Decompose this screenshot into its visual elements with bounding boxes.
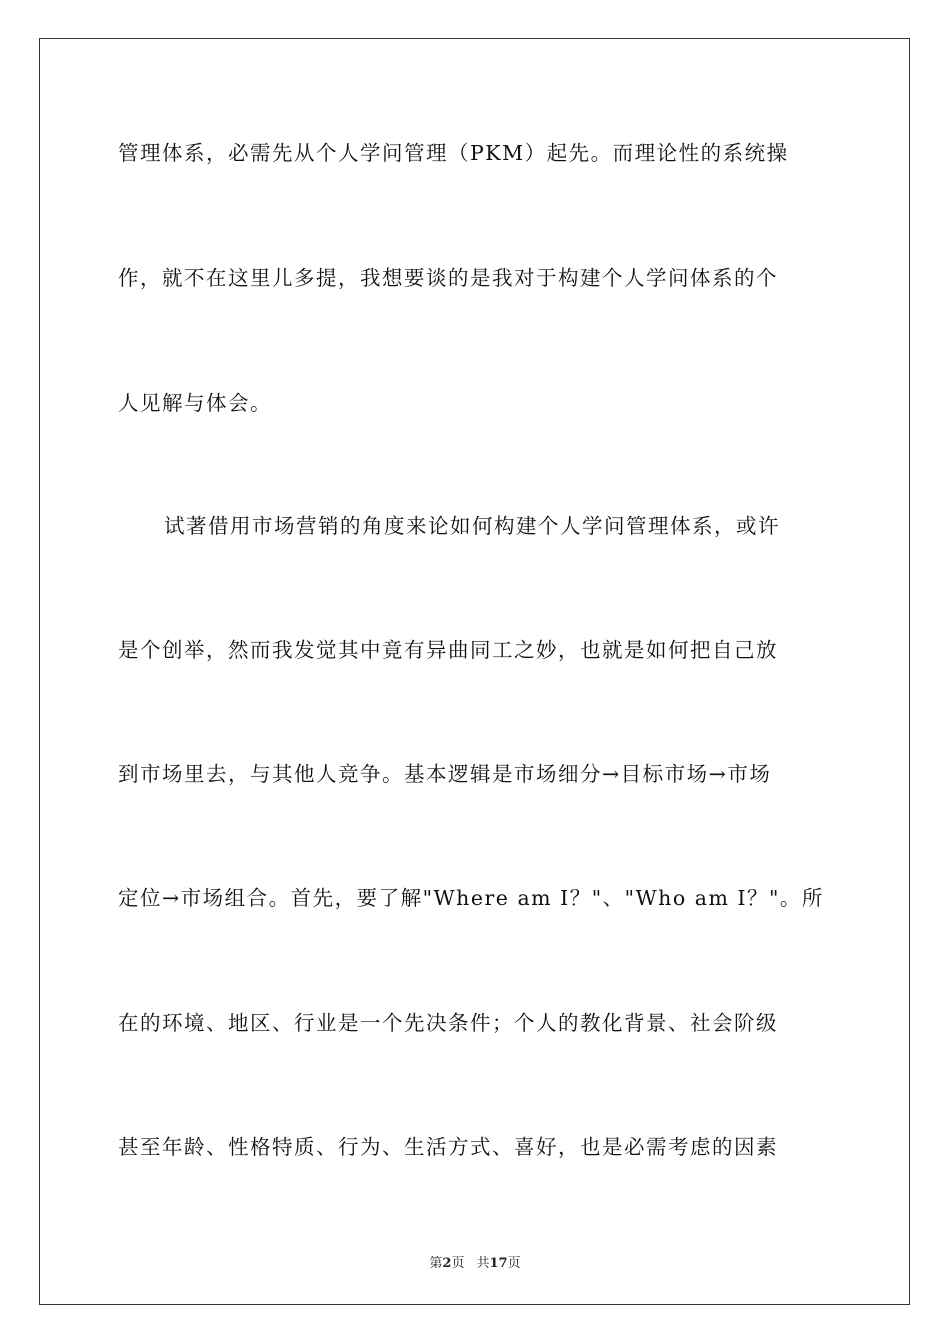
- footer-total-pages: 17: [489, 1256, 508, 1271]
- paragraph-line-8: 在的环境、地区、行业是一个先决条件；个人的教化背景、社会阶级: [118, 1011, 778, 1035]
- paragraph-line-7: 定位→市场组合。首先，要了解"Where am I？"、"Who am I？"。所: [118, 886, 824, 910]
- page-footer: [0, 1252, 950, 1271]
- footer-page-prefix: 第: [429, 1256, 443, 1271]
- paragraph-line-4: 试著借用市场营销的角度来论如何构建个人学问管理体系，或许: [164, 514, 780, 538]
- paragraph-line-9: 甚至年龄、性格特质、行为、生活方式、喜好，也是必需考虑的因素: [118, 1135, 778, 1159]
- paragraph-line-3: 人见解与体会。: [118, 391, 272, 415]
- paragraph-line-6: 到市场里去，与其他人竞争。基本逻辑是市场细分→目标市场→市场: [118, 762, 772, 786]
- footer-page-suffix: 页: [451, 1256, 465, 1271]
- footer-page-number: 2: [442, 1256, 452, 1271]
- footer-total-prefix: 共: [476, 1256, 490, 1271]
- paragraph-line-5: 是个创举，然而我发觉其中竟有异曲同工之妙，也就是如何把自己放: [118, 638, 778, 662]
- footer-total-suffix: 页: [507, 1256, 521, 1271]
- paragraph-line-1: 管理体系，必需先从个人学问管理（PKM）起先。而理论性的系统操: [118, 141, 789, 165]
- paragraph-line-2: 作，就不在这里儿多提，我想要谈的是我对于构建个人学问体系的个: [118, 266, 778, 290]
- page-border: [39, 38, 910, 1305]
